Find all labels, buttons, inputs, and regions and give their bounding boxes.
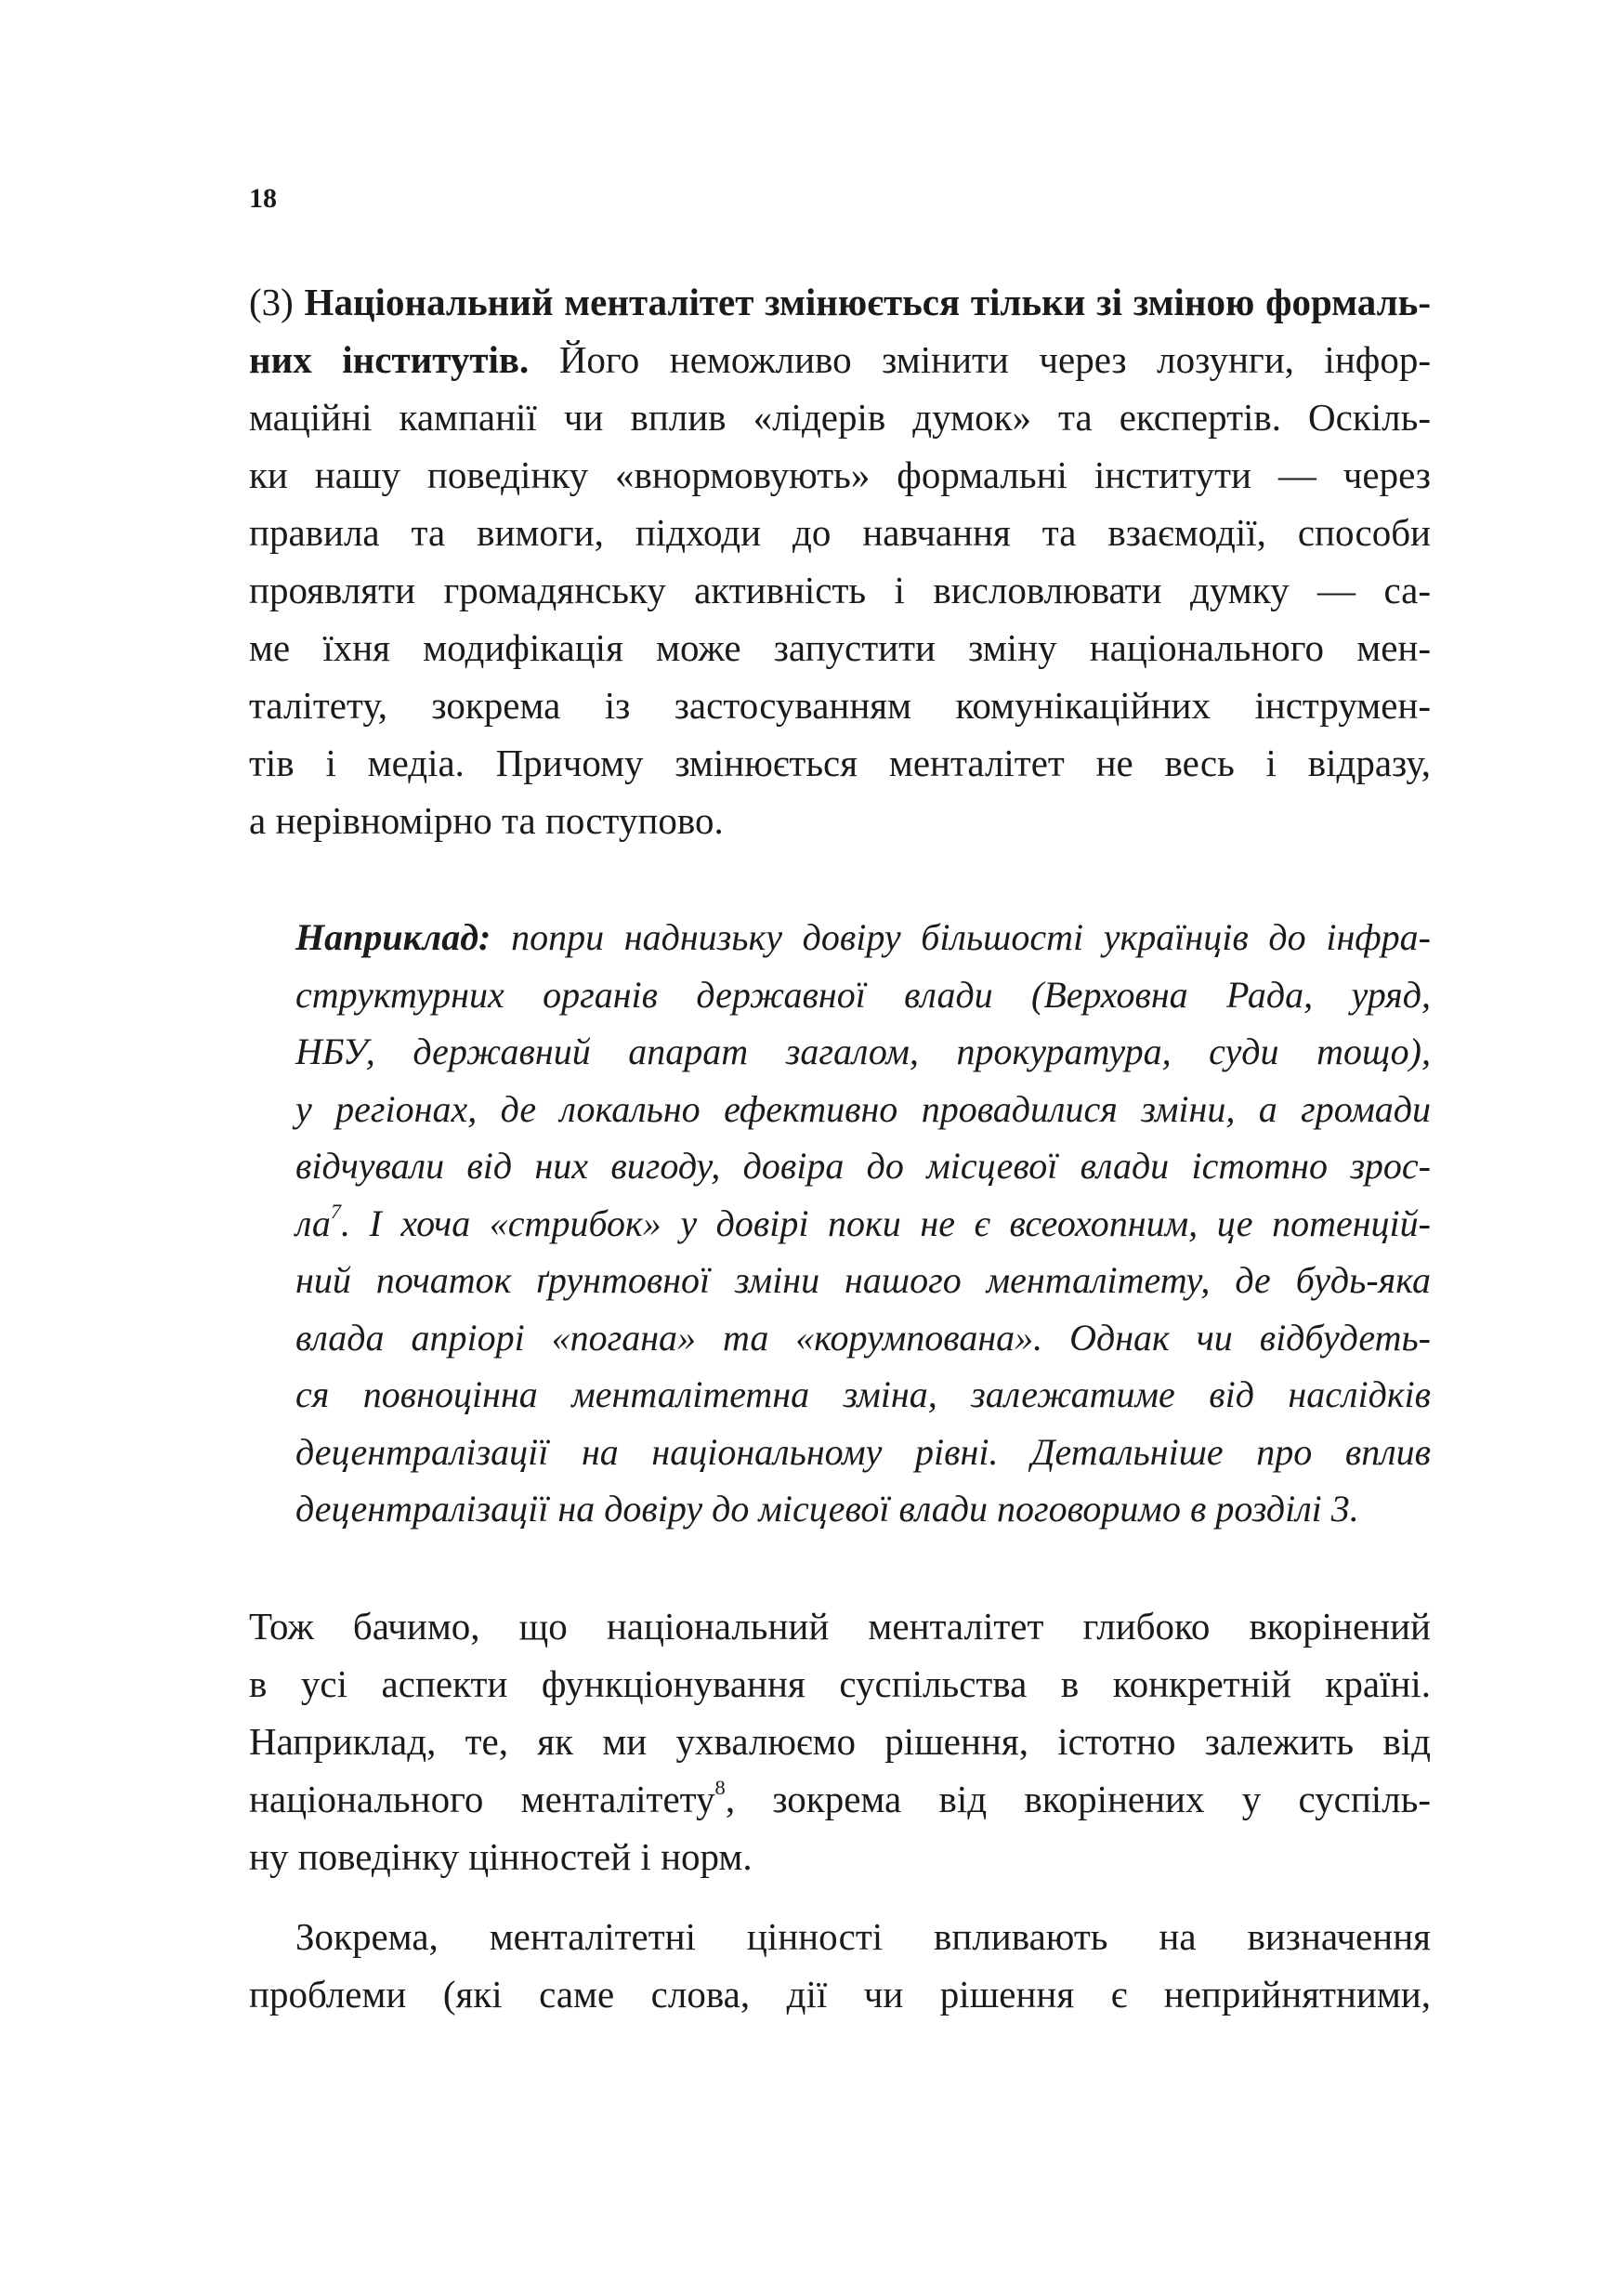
- text-line: ме їхня модифікація може запустити зміну національного мен-: [249, 626, 1431, 669]
- text-line: проблеми (які саме слова, дії чи рішення є неприйнятними,: [249, 1973, 1431, 2016]
- bold-statement: Національний менталітет змінюється тільки зі зміною формаль-: [304, 281, 1431, 323]
- text-line: децентралізації на національному рівні. Детальніше про вплив: [295, 1430, 1431, 1473]
- text-line: [295, 1195, 1431, 1253]
- text-line: Тож бачимо, що національний менталітет глибоко вкорінений: [249, 1605, 1431, 1648]
- text-line: тів і медіа. Причому змінюється менталітет не весь і відразу,: [249, 742, 1431, 784]
- text-line: НБУ, державний апарат загалом, прокуратура, суди тощо),: [295, 1031, 1431, 1072]
- text-line: а нерівномірно та поступово.: [249, 799, 724, 842]
- text-line: в усі аспекти функціонування суспільства в конкретній країні.: [249, 1662, 1431, 1705]
- text-line: ну поведінку цінностей і норм.: [249, 1835, 753, 1878]
- text-line: ки нашу поведінку «внормовують» формальні інститути — через: [249, 453, 1431, 496]
- text-line: [249, 1770, 1431, 1828]
- example-block: [295, 909, 1431, 1538]
- list-number: (3): [249, 281, 294, 323]
- text-line: [295, 909, 1431, 966]
- text-fragment: , зокрема від вкорінених у суспіль-: [725, 1778, 1431, 1820]
- text-fragment: ла: [295, 1202, 331, 1244]
- bold-statement-end: них інститутів.: [249, 338, 530, 381]
- paragraph-institutions: [249, 273, 1431, 849]
- text-line: ний початок ґрунтовної зміни нашого менталітету, де будь-яка: [295, 1259, 1431, 1301]
- example-label: Наприклад:: [295, 916, 491, 958]
- text-line: структурних органів державної влади (Верховна Рада, уряд,: [295, 973, 1431, 1016]
- text-line: децентралізації на довіру до місцевої влади поговоримо в розділі 3.: [295, 1488, 1359, 1530]
- text-line: [249, 331, 1431, 388]
- text-line: відчували від них вигоду, довіра до місцевої влади істотно зрос-: [295, 1145, 1431, 1187]
- text-line: Наприклад, те, як ми ухвалюємо рішення, істотно залежить від: [249, 1720, 1431, 1763]
- footnote-ref-7[interactable]: 7: [330, 1199, 341, 1223]
- text-line: Зокрема, менталітетні цінності впливають на визначення: [295, 1915, 1431, 1958]
- text-fragment: національного менталітету: [249, 1778, 715, 1820]
- paragraph-values: [249, 1908, 1431, 2023]
- text-line: [249, 273, 1431, 331]
- text-line: маційні кампанії чи вплив «лідерів думок» та експертів. Оскіль-: [249, 396, 1431, 439]
- paragraph-mentality-rooted: [249, 1597, 1431, 1885]
- text-fragment: попри наднизьку довіру більшості українців до інфра-: [491, 916, 1431, 958]
- text-fragment: . І хоча «стрибок» у довірі поки не є всеохопним, це потенцій-: [340, 1202, 1431, 1244]
- footnote-ref-8[interactable]: 8: [714, 1775, 726, 1799]
- text-line: проявляти громадянську активність і висловлювати думку — са-: [249, 569, 1431, 611]
- text-line: правила та вимоги, підходи до навчання та взаємодії, способи: [249, 511, 1431, 554]
- text-line: у регіонах, де локально ефективно провадилися зміни, а громади: [295, 1087, 1431, 1130]
- text-line: талітету, зокрема із застосуванням комунікаційних інструмен-: [249, 684, 1431, 727]
- page-number: 18: [249, 183, 277, 214]
- text-line: ся повноцінна менталітетна зміна, залежатиме від наслідків: [295, 1373, 1431, 1415]
- text-line: влада апріорі «погана» та «корумпована». Однак чи відбудеть-: [295, 1316, 1431, 1359]
- text-fragment: Його неможливо змінити через лозунги, інфор-: [529, 338, 1431, 381]
